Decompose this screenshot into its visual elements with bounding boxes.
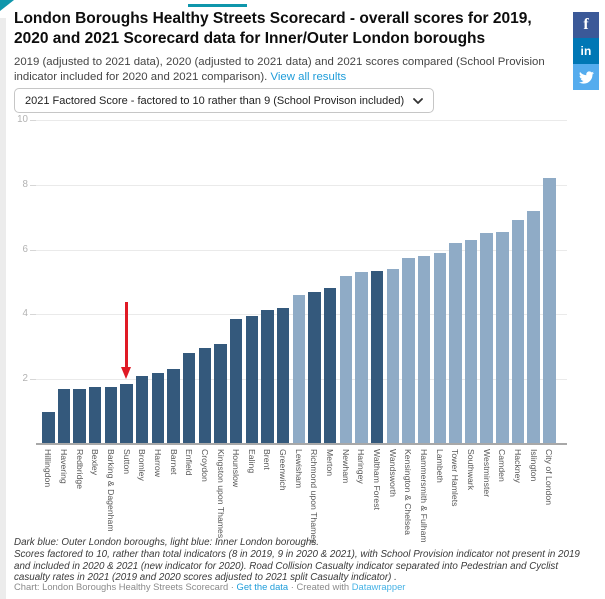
y-axis-label: 2 xyxy=(22,373,28,385)
y-axis-label: 8 xyxy=(22,178,28,190)
x-axis-label-hillingdon: Hillingdon xyxy=(43,449,54,488)
x-axis-label-brent: Brent xyxy=(262,449,273,470)
x-axis-label-ealing: Ealing xyxy=(246,449,257,474)
x-axis-label-waltham-forest: Waltham Forest xyxy=(372,449,383,510)
y-tick xyxy=(30,314,36,315)
bar-hounslow[interactable] xyxy=(230,319,243,444)
bar-kensington-chelsea[interactable] xyxy=(402,258,415,444)
x-axis-label-barking-dagenham: Barking & Dagenham xyxy=(105,449,116,532)
select-value: 2021 Factored Score - factored to 10 rather than 9 (School Provison included) xyxy=(25,94,405,107)
bar-barking-dagenham[interactable] xyxy=(105,387,118,444)
y-tick xyxy=(30,379,36,380)
bar-camden[interactable] xyxy=(496,232,509,444)
x-axis-label-kingston-upon-thames: Kingston upon Thames xyxy=(215,449,226,539)
bar-harrow[interactable] xyxy=(152,373,165,444)
bar-lambeth[interactable] xyxy=(434,253,447,444)
facebook-icon: f xyxy=(583,16,589,33)
x-axis-label-southwark: Southwark xyxy=(466,449,477,491)
datawrapper-link[interactable]: Datawrapper xyxy=(351,581,406,592)
bar-havering[interactable] xyxy=(58,389,71,444)
x-axis-label-havering: Havering xyxy=(58,449,69,484)
bar-wandsworth[interactable] xyxy=(387,269,400,444)
x-axis-label-lewisham: Lewisham xyxy=(293,449,304,489)
bar-city-of-london[interactable] xyxy=(543,178,556,444)
bar-greenwich[interactable] xyxy=(277,308,290,444)
x-axis-label-sutton: Sutton xyxy=(121,449,132,475)
bar-croydon[interactable] xyxy=(199,348,212,444)
y-axis-label: 4 xyxy=(22,308,28,320)
x-axis-label-lambeth: Lambeth xyxy=(434,449,445,483)
y-axis-label: 6 xyxy=(22,243,28,255)
bar-hackney[interactable] xyxy=(512,220,525,444)
x-axis-label-richmond-upon-thames: Richmond upon Thames xyxy=(309,449,320,544)
annotation-arrow-head xyxy=(121,367,131,379)
bar-haringey[interactable] xyxy=(355,272,368,444)
page-title: London Boroughs Healthy Streets Scorecard - overall scores for 2019, 2020 and 2021 Scorecard data for Inner/Outer London boroughs xyxy=(14,10,532,48)
view-all-results-link[interactable]: View all results xyxy=(270,71,347,84)
x-axis-label-camden: Camden xyxy=(497,449,508,482)
legend-note: Dark blue: Outer London boroughs, light blue: Inner London boroughs. xyxy=(14,537,320,548)
x-axis-label-tower-hamlets: Tower Hamlets xyxy=(450,449,461,507)
y-gridline xyxy=(36,185,567,186)
x-axis-label-kensington-chelsea: Kensington & Chelsea xyxy=(403,449,414,535)
bar-newham[interactable] xyxy=(340,276,353,444)
subtitle-text: 2019 (adjusted to 2021 data), 2020 (adjusted to 2021 data) and 2021 scores compared (School Provision indicator included for 2020 and 2021 comparison). xyxy=(14,56,545,84)
bar-southwark[interactable] xyxy=(465,240,478,444)
bar-enfield[interactable] xyxy=(183,353,196,444)
bar-kingston-upon-thames[interactable] xyxy=(214,344,227,444)
x-axis-label-hounslow: Hounslow xyxy=(231,449,242,488)
created-with-text: Created with xyxy=(296,581,350,592)
bar-westminster[interactable] xyxy=(480,233,493,444)
x-axis-label-greenwich: Greenwich xyxy=(278,449,289,491)
bar-hillingdon[interactable] xyxy=(42,412,55,444)
x-axis-label-croydon: Croydon xyxy=(199,449,210,482)
annotation-arrow xyxy=(125,302,128,368)
x-axis-label-westminster: Westminster xyxy=(481,449,492,498)
bar-redbridge[interactable] xyxy=(73,389,86,444)
bar-merton[interactable] xyxy=(324,288,337,444)
x-axis-label-wandsworth: Wandsworth xyxy=(387,449,398,497)
methodology-note: Scores factored to 10, rather than total indicators (8 in 2019, 9 in 2020 & 2021), with School Provision indicator not present in 2019 and included in 2020 & 2021 (new indicator for 2020). Road Collision Casualty indicator separated into Pedestrian and Cyclist casualty rates in 2021 (2019 and 2020 scores adjusted to 2021 split Casualty indicator) . xyxy=(14,549,580,584)
x-axis-baseline xyxy=(36,443,567,445)
y-tick xyxy=(30,250,36,251)
bar-lewisham[interactable] xyxy=(293,295,306,444)
bar-barnet[interactable] xyxy=(167,369,180,444)
x-axis-label-bromley: Bromley xyxy=(137,449,148,481)
x-axis-label-redbridge: Redbridge xyxy=(74,449,85,490)
get-the-data-link[interactable]: Get the data xyxy=(236,581,289,592)
linkedin-icon: in xyxy=(580,44,592,58)
y-tick xyxy=(30,185,36,186)
x-axis-label-merton: Merton xyxy=(325,449,336,477)
bar-brent[interactable] xyxy=(261,310,274,444)
bar-sutton[interactable] xyxy=(120,384,133,444)
x-axis-label-islington: Islington xyxy=(528,449,539,482)
bar-waltham-forest[interactable] xyxy=(371,271,384,444)
x-axis-label-city-of-london: City of London xyxy=(544,449,555,506)
bar-bromley[interactable] xyxy=(136,376,149,444)
x-axis-label-bexley: Bexley xyxy=(90,449,101,476)
x-axis-label-haringey: Haringey xyxy=(356,449,367,484)
y-axis-label: 10 xyxy=(17,114,28,125)
bar-ealing[interactable] xyxy=(246,316,259,444)
x-axis-label-hammersmith-fulham: Hammersmith & Fulham xyxy=(419,449,430,543)
bar-tower-hamlets[interactable] xyxy=(449,243,462,444)
bar-hammersmith-fulham[interactable] xyxy=(418,256,431,444)
x-axis-label-barnet: Barnet xyxy=(168,449,179,475)
credit-text: Chart: London Boroughs Healthy Streets Scorecard xyxy=(14,581,229,592)
x-axis-label-hackney: Hackney xyxy=(513,449,524,483)
y-tick xyxy=(30,120,36,121)
bar-richmond-upon-thames[interactable] xyxy=(308,292,321,444)
chart-credit: Chart: London Boroughs Healthy Streets Scorecard · Get the data · Created with Datawrapper xyxy=(14,581,406,592)
bar-bexley[interactable] xyxy=(89,387,102,444)
x-axis-label-enfield: Enfield xyxy=(184,449,195,476)
bar-islington[interactable] xyxy=(527,211,540,444)
y-gridline xyxy=(36,120,567,121)
x-axis-label-newham: Newham xyxy=(340,449,351,484)
x-axis-label-harrow: Harrow xyxy=(152,449,163,477)
